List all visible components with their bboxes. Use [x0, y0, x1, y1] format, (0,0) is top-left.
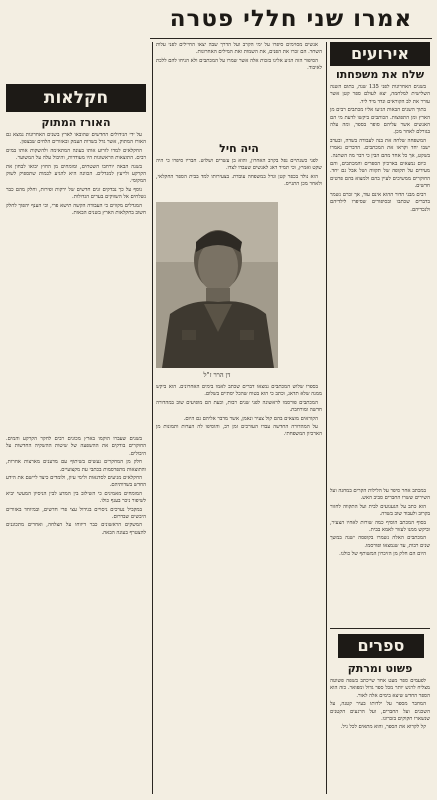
middle-article-top [156, 42, 322, 140]
portrait-image [156, 202, 278, 368]
article-paragraph: קל לקרוא את הספר, והוא מתאים לכל גיל. [340, 724, 426, 731]
right-column-continuation [330, 488, 430, 624]
photo-caption: דן הרר ז"ל [203, 371, 231, 379]
agriculture-subtitle: האורז המתוק [41, 116, 111, 129]
books-section-title: ספרים [338, 634, 424, 658]
article-paragraph: המשקים הראשונים כבר דיווחו על הצלחה, ואחרים מתכוננים להצטרף בעונה הבאה. [6, 522, 146, 536]
soldier-article [156, 158, 322, 200]
article-paragraph: המכתבים האלה נשמרו בקופסה ישנה במשך שנים רבות, עד שנמצאו ופורסמו. [330, 535, 430, 549]
article-paragraph: בתוך השנים הבאות הגיעו אליו מכתבים רבים מן הארץ ומן התפוצות. הכותבים ביקשו לדעת מי הם האנשים אשר עליהם סופר בספר, ומה עלה בגורלם לאחר מכן. [330, 107, 430, 136]
left-column-continuation [6, 436, 146, 794]
column-divider [326, 42, 327, 794]
article-paragraph: בסוף המכתב הוסיף כמה שורות לאחיו הצעיר, וביקש ממנו לעזור לאמא בבית. [330, 519, 430, 534]
soldier-heading: היה חיל [219, 142, 259, 155]
article-paragraph: נוסף על כך נבדקים זנים חדשים של ירקות ופירות, וחלק מהם כבר נשלחים אל השווקים בערים הגדולות. [6, 186, 146, 201]
article-paragraph: הסיפור הזה הגיע אלינו בזכות אלה אשר שמרו על המכתבים ולא הניחו להם ללכת לאיבוד. [156, 57, 322, 72]
article-paragraph: במכתב אחר סיפר על הלילות הקרים במחנה ועל השירים ששרו החברים סביב האש. [330, 488, 430, 502]
middle-article-bottom [156, 384, 322, 794]
books-article [330, 678, 430, 794]
article-paragraph: היום הם חלק מן הזיכרון המשותף של כולנו. [339, 551, 426, 558]
agriculture-article [6, 132, 146, 432]
events-subtitle: שלח את משפחתו [335, 68, 425, 81]
article-paragraph: החקלאים מגיעים לסדנאות ולימי עיון, ולומדים כיצד ליישם את הידע החדש בשדותיהם. [6, 475, 146, 489]
article-paragraph: על המהדורה החדשה עבדו העורכים זמן רב, והוסיפו לה הערות ותמונות מן הארכיון המשפחתי. [156, 424, 322, 438]
article-paragraph: הוא נולד בכפר קטן וגדל במשפחה עובדת. בצעירותו למד בבית הספר החקלאי, ולאחר מכן התגייס. [156, 173, 322, 188]
column-divider [152, 42, 153, 794]
article-paragraph: החקלאים למדו לזרוע אותו בעונה המתאימה ולהשקות אותו במים רבים. התוצאות הראשונות היו מעודדות, והיבול עלה על המשוער. [6, 147, 146, 162]
article-paragraph: לפני כשנתיים נפל בקרב האחרון, והוא בן עשרים ושלוש. חבריו סיפרו כי היה שקט ואמיץ, וכי תמיד דאג לאנשים שעבדו לצדו. [156, 158, 322, 172]
books-rule [330, 628, 430, 629]
article-paragraph: המומחים מאמינים כי השילוב בין המדע לבין הניסיון המעשי יביא לשיפור ניכר בענף כולו. [6, 490, 146, 505]
article-paragraph: במקביל נערכים ניסויים בגידול עצי פרי חדשים, ובמיוחד באזורים היבשים שבדרום. [6, 506, 146, 521]
article-paragraph: המכתבים פורסמו לראשונה לפני שנים רבות, וכעת הם מופיעים שוב במהדורה חדשה ומורחבת. [156, 399, 322, 414]
article-paragraph: בספרו שלוש המכתבים נמצאו דברים שכתב לאמו בימים האחרונים. הוא ביקש ממנה שלא תדאג, וכתב כי הוא בטוח שהכל יסתיים בשלום. [156, 384, 322, 398]
article-paragraph: אנשים מסוימים סיפרו על ימי הקרב ועל הדרך שבה יצאו החיילים לפני עלות השחר. הם זכרו את הפנים, את השמות ואת המילים האחרונות. [156, 42, 322, 56]
page-headline: אמרו שני חללי פטרה [169, 6, 413, 32]
article-paragraph: בשנים שעברו הוקמו בארץ מכונים רבים לחקר הקרקע והמים. החוקרים בודקים את ההשפעה של שיטות ההשקיה החדשות על היבולים. [6, 436, 146, 457]
article-paragraph: רבים מבני הדור ההוא אינם עוד, אך זכרם נשמר בדברים שכתבו ובסיפורים שסיפרו לילדיהם ולנכדיהם. [330, 191, 430, 213]
article-paragraph: המגדלים מקווים כי העבודה הקשה תישא פרי, וכי הענף יהפוך לחלק חשוב בחקלאות הארץ בשנים הבאות. [6, 202, 146, 217]
article-paragraph: על ידי הגידולים החדשים שהובאו לארץ בשנים האחרונות נמצא גם האורז המתוק, אשר גדל בשדות העמק ובאזורים הלחים שבצפון. [6, 132, 146, 146]
events-section-title: אירועים [330, 42, 430, 66]
article-paragraph: המשפחה שלחה את בנה לעבודה בשדה, ובערב ישבו יחד וקראו את המכתבים. הדברים נאמרו בשקט, אך כל אחד מהם הבין כי דבר מה השתנה. [330, 137, 430, 159]
article-paragraph: כיום נמצאים בארכיון הספרים והמכתבים, והם מעידים על תקופה של תקווה ושל אבל גם יחד. החוקרים ממשיכים לעיין בהם ולמצוא בהם פרטים חדשים. [330, 161, 430, 190]
events-article [330, 84, 430, 484]
article-paragraph: חלק מן המחקרים נעשים בשיתוף עם מדענים מארצות אחרות, והתוצאות מתפרסמות בכתבי עת מקצועיים. [6, 459, 146, 473]
agriculture-section-title: חקלאות [6, 84, 146, 112]
headline-rule [150, 38, 432, 39]
article-paragraph: בשנה הבאה יורחבו השטחים, ומומחים מן החוץ יבואו לבחון את הקרקע ולייעץ למגדלים. הכוונה היא להגיע לכמות שתספיק לשוק המקומי. [6, 163, 146, 185]
article-paragraph: הקוראים מוצאים בהם קול צעיר ונאמן, אשר מדבר אליהם גם היום. [183, 415, 318, 422]
soldier-portrait-photo [156, 202, 278, 368]
books-subtitle: פשוט ומרתק [347, 662, 413, 675]
article-paragraph: לפעמים ספר מעט אחד שייכתב בשפה פשוטה מצליח לרגש יותר מכל ספר גדול ומפואר. כזה הוא הספר החדש שיצא בימים אלה לאור. [330, 678, 430, 699]
article-paragraph: הוא כתב על הגעגועים לבית ועל התקווה לחזור בקרוב ולעבוד שוב בשדה. [330, 503, 430, 518]
article-paragraph: בשנים האחרונות לפני 135 שנה, בתום השנה השלישית למלחמה, יצא לעולם ספר קטן אשר עורר את לב הקוראים ונדד מיד ליד. [330, 84, 430, 105]
article-paragraph: המחבר מספר על ילדותו בעיר קטנה, על השכנים ועל החברים, ועל הרגעים הקטנים שנשארו חקוקים בזכרונו. [330, 701, 430, 723]
